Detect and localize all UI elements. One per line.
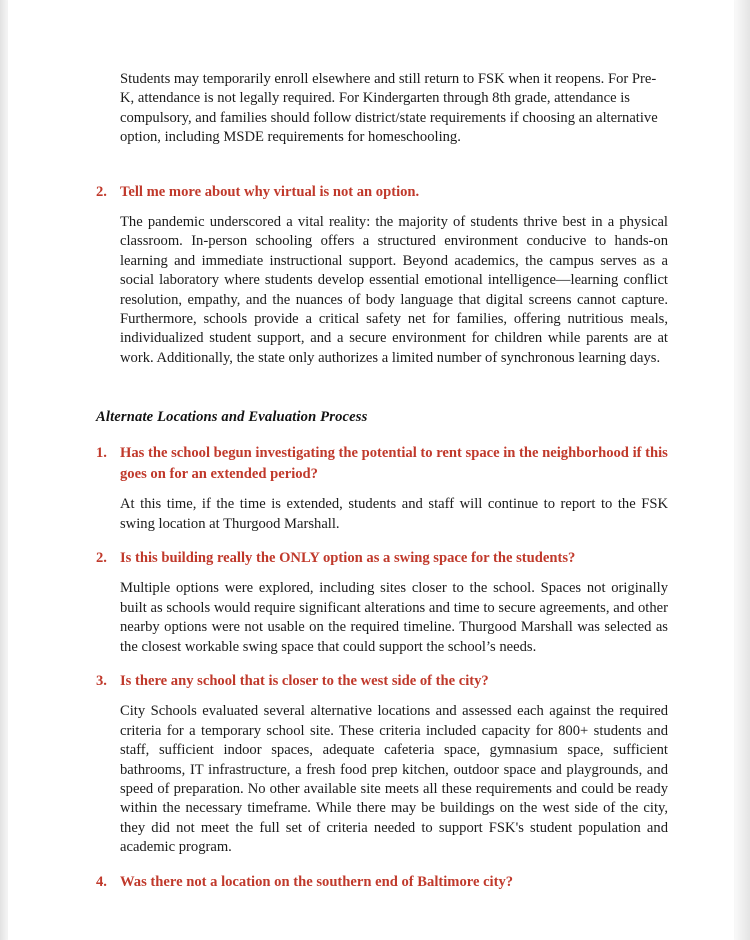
spacer: [120, 657, 668, 671]
question-text: Is there any school that is closer to the west side of the city?: [120, 672, 489, 689]
scan-right-gutter: [734, 0, 750, 940]
question-text: Was there not a location on the southern end of Baltimore city?: [120, 873, 514, 890]
spacer: [120, 484, 668, 495]
question-number: 4.: [96, 873, 107, 890]
question-heading: [96, 548, 668, 568]
paragraph: City Schools evaluated several alternative locations and assessed each against the required criteria for a temporary school site. These criteria included capacity for 800+ students and staff, sufficient indoor spaces, adequate cafeteria space, gymnasium space, sufficient bathrooms, IT infrastructure, a fresh food prep kitchen, outdoor space and playgrounds, and speed of preparation. No other available site meets all these requirements and could be ready within the necessary timeframe. While there may be buildings on the west side of the city, they did not meet the full set of criteria needed to support FSK's student population and academic program.: [120, 703, 668, 856]
question-heading: [96, 872, 668, 892]
question-heading: [96, 671, 668, 691]
spacer: [120, 368, 668, 408]
section-heading: Alternate Locations and Evaluation Process: [96, 409, 368, 426]
document-body: [96, 70, 668, 892]
paragraph: Students may temporarily enroll elsewhere and still return to FSK when it reopens. For Pre-K, attendance is not legally required. For Kindergarten through 8th grade, attendance is compulsory, and families should follow district/state requirements if choosing an alternative option, including MSDE requirements for homeschooling.: [120, 71, 658, 146]
scan-left-gutter: [0, 0, 8, 940]
question-text: Tell me more about why virtual is not an option.: [120, 183, 420, 200]
question-heading: [96, 443, 668, 484]
paragraph: At this time, if the time is extended, students and staff will continue to report to the FSK swing location at Thurgood Marshall.: [120, 496, 668, 532]
question-text: Has the school begun investigating the potential to rent space in the neighborhood if this goes on for an extended period?: [120, 445, 668, 482]
question-text: Is this building really the ONLY option as a swing space for the students?: [120, 549, 576, 566]
paragraph: The pandemic underscored a vital reality: the majority of students thrive best in a physical classroom. In-person schooling offers a structured environment conducive to hands-on learning and immediate instructional support. Beyond academics, the campus serves as a social laboratory where students develop essential emotional intelligence—learning conflict resolution, empathy, and the nuances of body language that digital screens cannot capture. Furthermore, schools provide a critical safety net for families, offering nutritious meals, individualized student support, and a secure environment for children while parents are at work. Additionally, the state only authorizes a limited number of synchronous learning days.: [120, 214, 668, 366]
spacer: [120, 534, 668, 548]
document-page: [8, 0, 734, 940]
spacer: [120, 691, 668, 702]
paragraph: Multiple options were explored, including sites closer to the school. Spaces not originally built as schools would require significant alterations and time to secure agreements, and other nearby options were not usable on the required timeline. Thurgood Marshall was selected as the closest workable swing space that could support the school’s needs.: [120, 580, 668, 655]
spacer: [120, 148, 668, 182]
question-heading: [96, 182, 668, 202]
question-number: 2.: [96, 549, 107, 566]
question-number: 2.: [96, 183, 107, 200]
question-number: 1.: [96, 445, 107, 462]
spacer: [120, 568, 668, 579]
spacer: [120, 858, 668, 872]
question-number: 3.: [96, 672, 107, 689]
spacer: [120, 427, 668, 443]
spacer: [120, 202, 668, 213]
